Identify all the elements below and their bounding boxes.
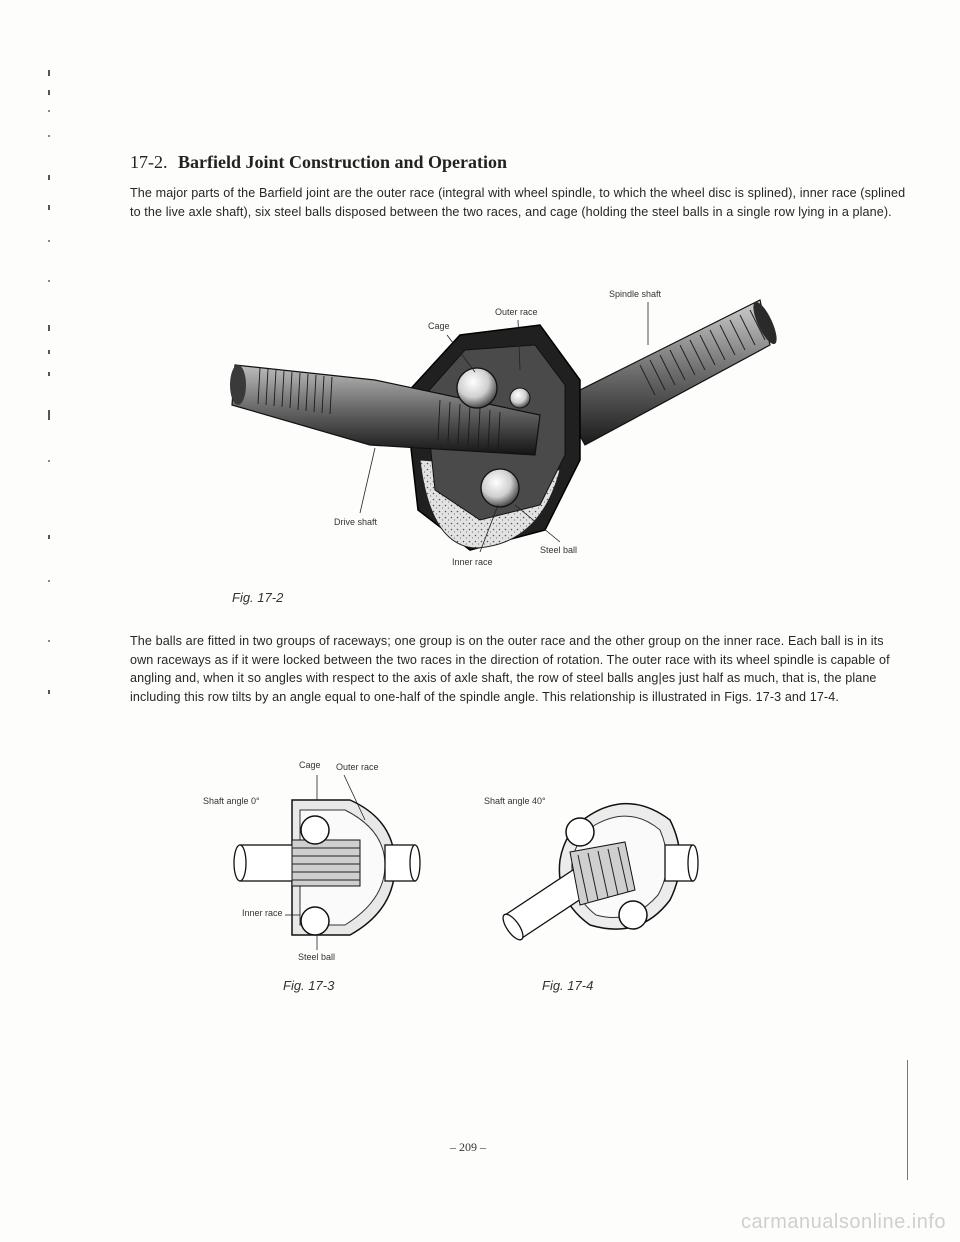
figure-caption: Fig. 17-3 — [283, 978, 335, 993]
margin-rule — [907, 1060, 908, 1180]
label-steel-ball: Steel ball — [540, 545, 578, 555]
page-number: – 209 – — [450, 1140, 486, 1154]
section-title: Barfield Joint Construction and Operation — [178, 152, 508, 172]
label-steel-ball: Steel ball — [298, 952, 336, 962]
label-outer-race: Outer race — [336, 762, 379, 772]
figure-caption: Fig. 17-4 — [542, 978, 594, 993]
label-shaft-angle: Shaft angle 0° — [203, 796, 260, 806]
watermark-text: carmanualsonline.info — [740, 1211, 946, 1233]
section-number: 17-2. — [130, 152, 168, 172]
label-inner-race: Inner race — [242, 908, 283, 918]
explanation-paragraph: The balls are fitted in two groups of raceways; one group is on the outer race and the other group on the inner race. Each ball is in its own raceways as if it were locked between the two races in the direction of rotation. The outer race with its wheel spindle is capable of angling and, when it so angles with respect to the axis of axle shaft, the row of steel balls ang|es just half as much, that is, the plane including this row tilts by an angle equal to one-half of the spindle angle. This relationship is illustrated in Figs. 17-3 and 17-4. — [130, 634, 890, 704]
label-cage: Cage — [299, 760, 321, 770]
label-drive-shaft: Drive shaft — [334, 517, 378, 527]
label-inner-race: Inner race — [452, 557, 493, 567]
intro-paragraph: The major parts of the Barfield joint are the outer race (integral with wheel spindle, to which the wheel disc is splined), inner race (splined to the live axle shaft), six steel balls disposed between the two races, and cage (holding the steel balls in a single row lying in a plane). — [130, 186, 906, 219]
label-spindle-shaft: Spindle shaft — [609, 289, 662, 299]
figure-caption: Fig. 17-2 — [232, 590, 284, 605]
label-shaft-angle: Shaft angle 40° — [484, 796, 546, 806]
label-outer-race: Outer race — [495, 307, 538, 317]
label-cage: Cage — [428, 321, 450, 331]
